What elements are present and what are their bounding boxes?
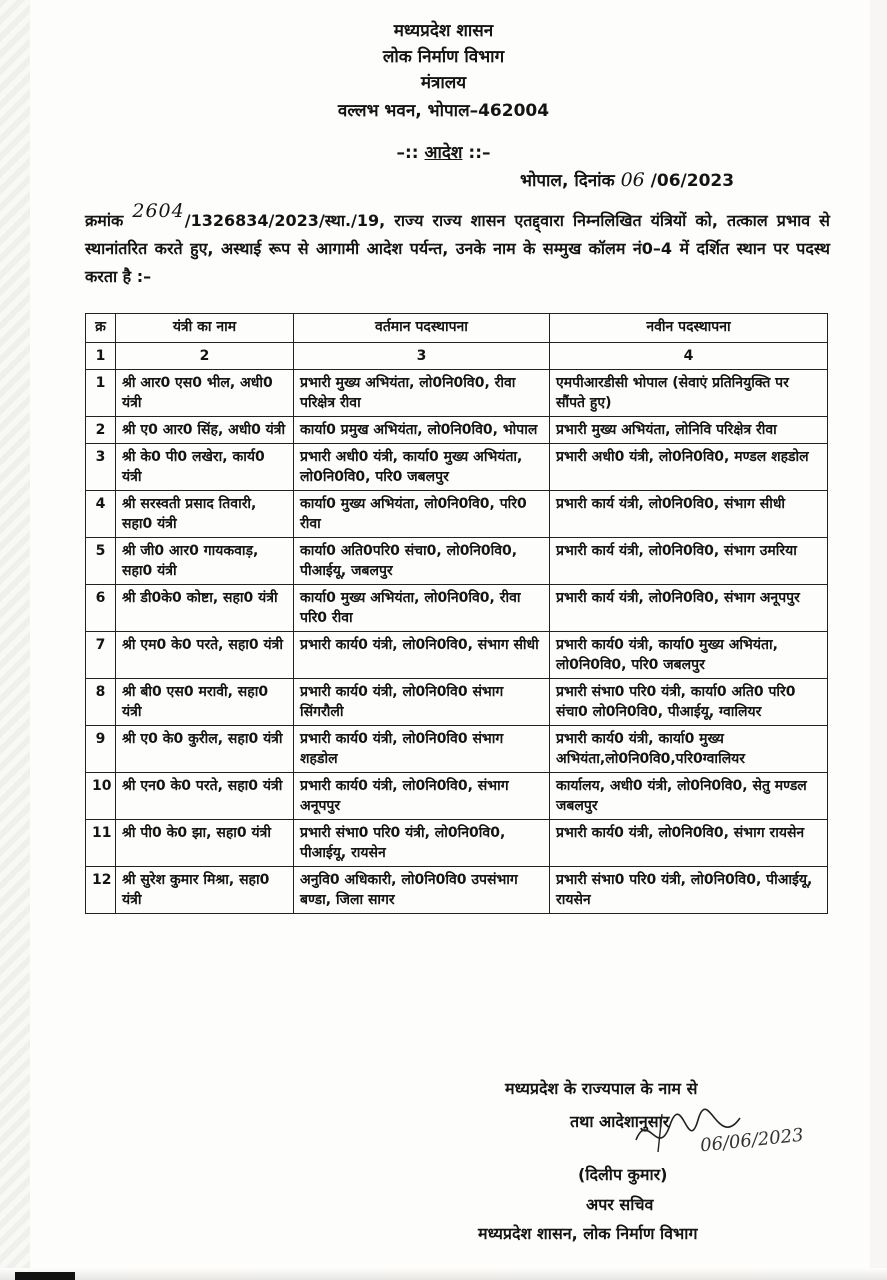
row-current-posting: अनुवि0 अधिकारी, लो0नि0वि0 उपसंभाग बण्डा, जिला सागर: [294, 867, 550, 914]
row-new-posting: प्रभारी संभा0 परि0 यंत्री, कार्या0 अति0 परि0 संचा0 लो0नि0वि0, पीआईयू, ग्वालियर: [550, 679, 828, 726]
col-number: 2: [116, 343, 294, 370]
table-row: [86, 867, 828, 914]
row-sn: 2: [86, 417, 116, 444]
signatory-designation: अपर सचिव: [586, 1195, 654, 1214]
row-new-posting: कार्यालय, अधी0 यंत्री, लो0नि0वि0, सेतु मण्डल जबलपुर: [550, 773, 828, 820]
row-name: श्री आर0 एस0 भील, अधी0 यंत्री: [116, 370, 294, 417]
row-sn: 3: [86, 444, 116, 491]
row-new-posting: प्रभारी कार्य यंत्री, लो0नि0वि0, संभाग सीधी: [550, 491, 828, 538]
row-name: श्री एम0 के0 परते, सहा0 यंत्री: [116, 632, 294, 679]
row-name: श्री बी0 एस0 मरावी, सहा0 यंत्री: [116, 679, 294, 726]
order-intro-text: /1326834/2023/स्था./19, राज्य राज्य शासन एतद्द्वारा निम्नलिखित यंत्रियों को, तत्काल प्रभाव से स्थानांतरित करते हुए, अस्थाई रूप से आगामी आदेश पर्यन्त, उनके नाम के सम्मुख कॉलम नं0–4 में दर्शित स्थान पर पदस्थ करता है :–: [85, 211, 830, 286]
row-current-posting: प्रभारी संभा0 परि0 यंत्री, लो0नि0वि0, पीआईयू, रायसेन: [294, 820, 550, 867]
column-number-row: [86, 343, 828, 370]
row-current-posting: कार्या0 प्रमुख अभियंता, लो0नि0वि0, भोपाल: [294, 417, 550, 444]
row-sn: 7: [86, 632, 116, 679]
row-current-posting: प्रभारी अधी0 यंत्री, कार्या0 मुख्य अभियंता, लो0नि0वि0, परि0 जबलपुर: [294, 444, 550, 491]
row-name: श्री जी0 आर0 गायकवाड़, सहा0 यंत्री: [116, 538, 294, 585]
row-sn: 11: [86, 820, 116, 867]
table-row: [86, 370, 828, 417]
order-title-suffix: ::–: [462, 143, 491, 163]
table-row: [86, 585, 828, 632]
header-department: लोक निर्माण विभाग: [382, 47, 505, 67]
row-new-posting: प्रभारी कार्य0 यंत्री, कार्या0 मुख्य अभियंता, लो0नि0वि0, परि0 जबलपुर: [550, 632, 828, 679]
row-new-posting: प्रभारी कार्य यंत्री, लो0नि0वि0, संभाग उमरिया: [550, 538, 828, 585]
order-title-prefix: –::: [396, 143, 425, 163]
paper-edge: [0, 0, 30, 1280]
row-current-posting: प्रभारी कार्य0 यंत्री, लो0नि0वि0, संभाग सीधी: [294, 632, 550, 679]
bottom-dark-bar: [15, 1272, 75, 1280]
table-row: [86, 491, 828, 538]
table-row: [86, 417, 828, 444]
row-new-posting: प्रभारी कार्य0 यंत्री, कार्या0 मुख्य अभियंता,लो0नि0वि0,परि0ग्वालियर: [550, 726, 828, 773]
row-name: श्री ए0 आर0 सिंह, अधी0 यंत्री: [116, 417, 294, 444]
row-current-posting: कार्या0 अति0परि0 संचा0, लो0नि0वि0, पीआईयू, जबलपुर: [294, 538, 550, 585]
row-sn: 8: [86, 679, 116, 726]
col-number: 4: [550, 343, 828, 370]
col-header-sn: क्र: [86, 314, 116, 343]
table-header-row: [86, 314, 828, 343]
row-name: श्री सुरेश कुमार मिश्रा, सहा0 यंत्री: [116, 867, 294, 914]
bottom-edge: [0, 1268, 887, 1280]
row-name: श्री एन0 के0 परते, सहा0 यंत्री: [116, 773, 294, 820]
row-new-posting: प्रभारी अधी0 यंत्री, लो0नि0वि0, मण्डल शहडोल: [550, 444, 828, 491]
table-row: [86, 538, 828, 585]
row-sn: 6: [86, 585, 116, 632]
row-new-posting: प्रभारी मुख्य अभियंता, लोनिवि परिक्षेत्र रीवा: [550, 417, 828, 444]
row-current-posting: कार्या0 मुख्य अभियंता, लो0नि0वि0, रीवा परि0 रीवा: [294, 585, 550, 632]
signatory-office: मध्यप्रदेश शासन, लोक निर्माण विभाग: [478, 1224, 698, 1243]
signature-authority-line: मध्यप्रदेश के राज्यपाल के नाम से: [505, 1079, 698, 1098]
table-row: [86, 726, 828, 773]
order-intro: [85, 200, 830, 291]
row-name: श्री पी0 के0 झा, सहा0 यंत्री: [116, 820, 294, 867]
row-name: श्री सरस्वती प्रसाद तिवारी, सहा0 यंत्री: [116, 491, 294, 538]
col-header-name: यंत्री का नाम: [116, 314, 294, 343]
table-row: [86, 773, 828, 820]
row-current-posting: प्रभारी कार्य0 यंत्री, लो0नि0वि0 संभाग शहडोल: [294, 726, 550, 773]
row-sn: 10: [86, 773, 116, 820]
date-rest: /06/2023: [644, 171, 735, 191]
transfer-table: [85, 313, 828, 914]
row-current-posting: प्रभारी मुख्य अभियंता, लो0नि0वि0, रीवा परिक्षेत्र रीवा: [294, 370, 550, 417]
col-header-current: वर्तमान पदस्थापना: [294, 314, 550, 343]
row-new-posting: प्रभारी संभा0 परि0 यंत्री, लो0नि0वि0, पीआईयू, रायसेन: [550, 867, 828, 914]
row-sn: 12: [86, 867, 116, 914]
order-date: [520, 168, 734, 191]
table-row: [86, 679, 828, 726]
table-row: [86, 444, 828, 491]
col-number: 1: [86, 343, 116, 370]
order-number-label: क्रमांक: [85, 211, 133, 230]
row-name: श्री डी0के0 कोष्टा, सहा0 यंत्री: [116, 585, 294, 632]
handwritten-day: 06: [620, 169, 645, 191]
signature-order-line: तथा आदेशानुसार: [570, 1112, 670, 1131]
row-new-posting: प्रभारी कार्य0 यंत्री, लो0नि0वि0, संभाग रायसेन: [550, 820, 828, 867]
row-sn: 1: [86, 370, 116, 417]
row-sn: 5: [86, 538, 116, 585]
row-sn: 4: [86, 491, 116, 538]
row-current-posting: प्रभारी कार्य0 यंत्री, लो0नि0वि0 संभाग सिंगरौली: [294, 679, 550, 726]
col-number: 3: [294, 343, 550, 370]
row-new-posting: एमपीआरडीसी भोपाल (सेवाएं प्रतिनियुक्ति पर सौंपते हुए): [550, 370, 828, 417]
row-current-posting: प्रभारी कार्य0 यंत्री, लो0नि0वि0, संभाग अनूपपुर: [294, 773, 550, 820]
header-ministry: मंत्रालय: [420, 73, 467, 93]
order-title-text: आदेश: [424, 143, 463, 163]
row-current-posting: कार्या0 मुख्य अभियंता, लो0नि0वि0, परि0 रीवा: [294, 491, 550, 538]
signatory-name: (दिलीप कुमार): [578, 1165, 668, 1184]
handwritten-signature-date: 06/06/2023: [699, 1124, 805, 1157]
date-label: भोपाल, दिनांक: [520, 171, 621, 191]
row-name: श्री ए0 के0 कुरील, सहा0 यंत्री: [116, 726, 294, 773]
col-header-new: नवीन पदस्थापना: [550, 314, 828, 343]
table-row: [86, 632, 828, 679]
row-name: श्री के0 पी0 लखेरा, कार्य0 यंत्री: [116, 444, 294, 491]
row-sn: 9: [86, 726, 116, 773]
header-address: वल्लभ भवन, भोपाल–462004: [337, 101, 550, 121]
table-row: [86, 820, 828, 867]
order-title: [0, 140, 887, 163]
row-new-posting: प्रभारी कार्य यंत्री, लो0नि0वि0, संभाग अनूपपुर: [550, 585, 828, 632]
header-government: मध्यप्रदेश शासन: [393, 21, 494, 41]
handwritten-order-number: 2604: [132, 200, 185, 222]
